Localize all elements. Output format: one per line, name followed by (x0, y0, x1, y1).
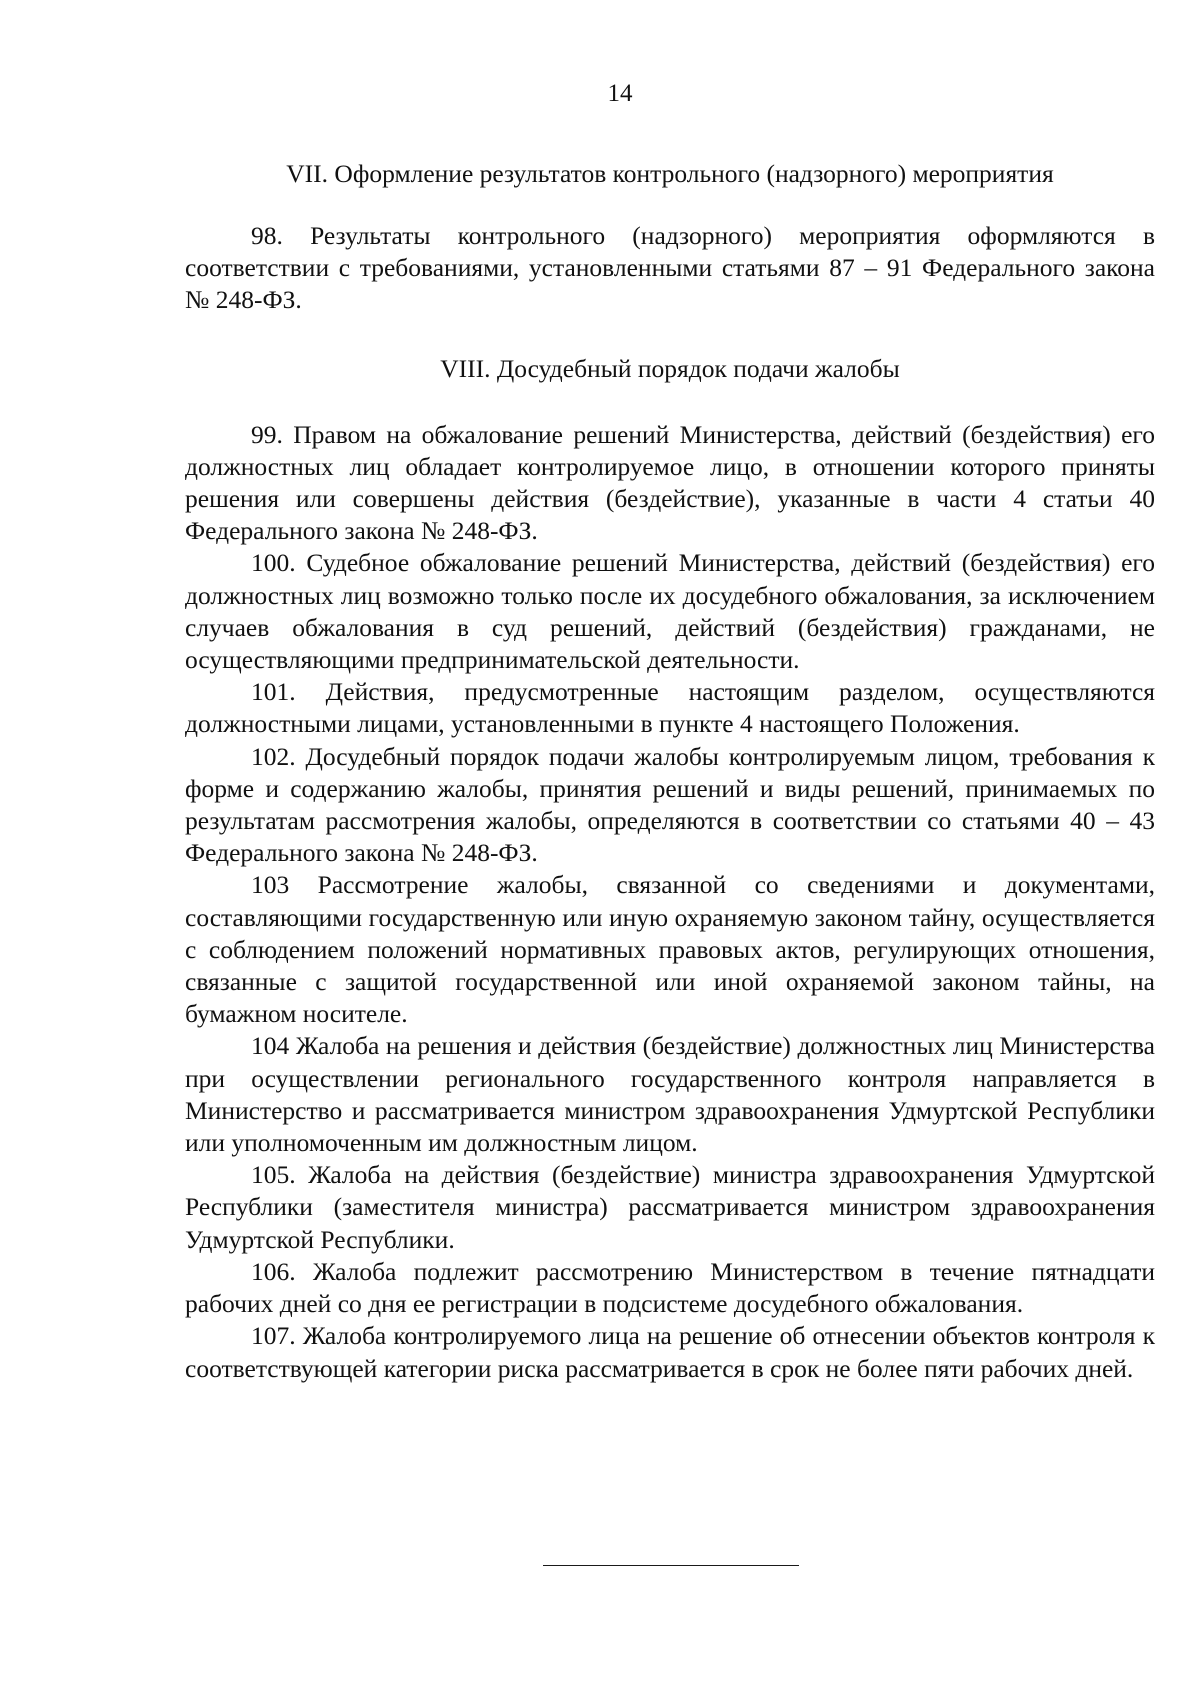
paragraph-107: 107. Жалоба контролируемого лица на решение об отнесении объектов контроля к соответствующей категории риска рассматривается в срок не более пяти рабочих дней. (185, 1321, 1155, 1383)
paragraph-106: 106. Жалоба подлежит рассмотрению Министерством в течение пятнадцати рабочих дней со дня ее регистрации в подсистеме досудебного обжалования. (185, 1256, 1155, 1319)
paragraph-101: 101. Действия, предусмотренные настоящим разделом, осуществляются должностными лицами, установленными в пункте 4 настоящего Положения. (185, 677, 1155, 739)
paragraph-105: 105. Жалоба на действия (бездействие) министра здравоохранения Удмуртской Республики (заместителя министра) рассматривается министром здравоохранения Удмуртской Республики. (185, 1160, 1155, 1254)
document-body (185, 158, 1155, 1385)
paragraph-99: 99. Правом на обжалование решений Министерства, действий (бездействия) его должностных лиц обладает контролируемое лицо, в отношении которого приняты решения или совершены действия (бездействие), указанные в части 4 статьи 40 Федерального закона № 248-ФЗ. (185, 419, 1155, 546)
paragraph-100: 100. Судебное обжалование решений Министерства, действий (бездействия) его должностных лиц возможно только после их досудебного обжалования, за исключением случаев обжалования в суд решений, действий (бездействия) гражданами, не осуществляющими предпринимательской деятельности. (185, 548, 1155, 675)
paragraph-98: 98. Результаты контрольного (надзорного) мероприятия оформляются в соответствии с требованиями, установленными статьями 87 – 91 Федерального закона № 248-ФЗ. (185, 221, 1155, 315)
paragraph-102: 102. Досудебный порядок подачи жалобы контролируемым лицом, требования к форме и содержанию жалобы, принятия решений и виды решений, принимаемых по результатам рассмотрения жалобы, определяются в соответствии со статьями 40 – 43 Федерального закона № 248-ФЗ. (185, 741, 1155, 868)
end-divider (543, 1565, 799, 1566)
section-heading-viii: VIII. Досудебный порядок подачи жалобы (440, 353, 900, 383)
paragraph-104: 104 Жалоба на решения и действия (бездействие) должностных лиц Министерства при осуществлении регионального государственного контроля направляется в Министерство и рассматривается министром здравоохранения Удмуртской Республики или уполномоченным им должностным лицом. (185, 1031, 1155, 1158)
page-number: 14 (607, 80, 633, 107)
paragraph-103: 103 Рассмотрение жалобы, связанной со сведениями и документами, составляющими государственную или иную охраняемую законом тайну, осуществляется с соблюдением положений нормативных правовых актов, регулирующих отношения, связанные с защитой государственной или иной охраняемой законом тайны, на бумажном носителе. (185, 870, 1155, 1029)
section-heading-vii: VII. Оформление результатов контрольного (надзорного) мероприятия (286, 159, 1054, 188)
